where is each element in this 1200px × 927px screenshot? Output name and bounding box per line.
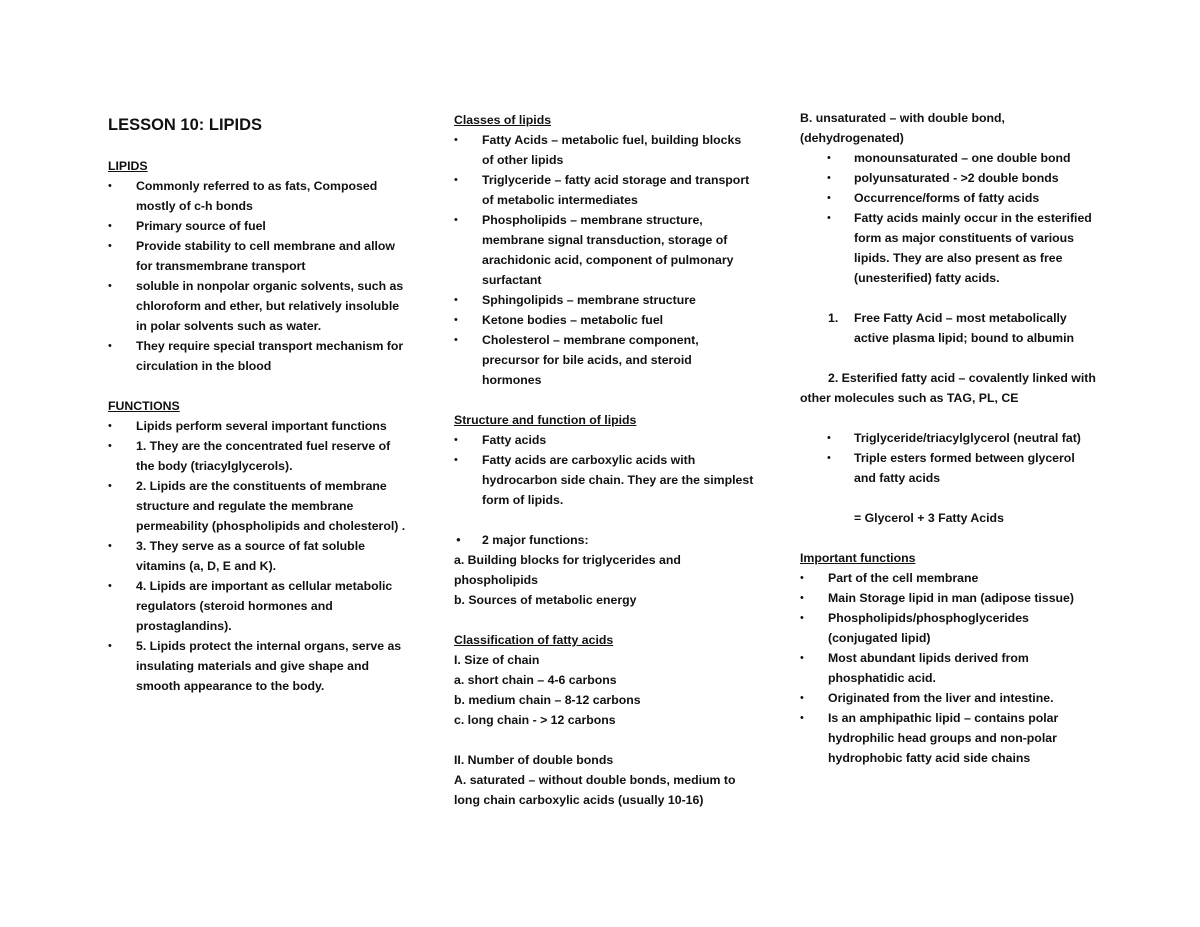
free-fatty-acid-text: Free Fatty Acid – most metabolically active plasma lipid; bound to albumin [854, 311, 1074, 345]
list-item: • Most abundant lipids derived from phosphatidic acid. [800, 648, 1100, 688]
size-heading: I. Size of chain [454, 653, 540, 667]
page-title: LESSON 10: LIPIDS [108, 116, 263, 134]
list-item: • Lipids perform several important functions [108, 416, 408, 436]
item-number: 1. [828, 311, 839, 325]
list-item: • Commonly referred to as fats, Composed mostly of c-h bonds [108, 176, 408, 216]
double-bonds-heading: II. Number of double bonds [454, 753, 614, 767]
list-item: • Fatty acids [454, 430, 754, 450]
list-item: • monounsaturated – one double bond [800, 148, 1100, 168]
list-item: • Fatty acids are carboxylic acids with hydrocarbon side chain. They are the simplest form of lipids. [454, 450, 754, 510]
list-item: • Triple esters formed between glycerol and fatty acids [800, 448, 1100, 488]
list-item: • Part of the cell membrane [800, 568, 1100, 588]
major-functions-list [454, 530, 754, 550]
esterified-text: 2. Esterified fatty acid – covalently linked with other molecules such as TAG, PL, CE [800, 371, 1096, 405]
list-item: • 4. Lipids are important as cellular metabolic regulators (steroid hormones and prostaglandins). [108, 576, 408, 636]
equation-text: = Glycerol + 3 Fatty Acids [854, 511, 1004, 525]
list-item: • soluble in nonpolar organic solvents, such as chloroform and ether, but relatively insoluble in polar solvents such as water. [108, 276, 408, 336]
list-item: ● 2 major functions: [454, 530, 754, 550]
column-1 [108, 112, 408, 696]
list-item: • They require special transport mechanism for circulation in the blood [108, 336, 408, 376]
classes-list [454, 130, 754, 390]
list-item: • Main Storage lipid in man (adipose tissue) [800, 588, 1100, 608]
free-fatty-acid-item [800, 308, 1100, 348]
list-item: • 1. They are the concentrated fuel reserve of the body (triacylglycerols). [108, 436, 408, 476]
size-a: a. short chain – 4-6 carbons [454, 673, 617, 687]
triglyceride-list [800, 428, 1100, 488]
list-item: • Originated from the liver and intestine. [800, 688, 1100, 708]
list-item: • Phospholipids – membrane structure, membrane signal transduction, storage of arachidonic acid, component of pulmonary surfactant [454, 210, 754, 290]
important-list [800, 568, 1100, 768]
structure-list [454, 430, 754, 510]
classification-heading: Classification of fatty acids [454, 633, 614, 647]
column-2 [454, 110, 754, 810]
lipids-heading: LIPIDS [108, 159, 148, 173]
list-item: • 3. They serve as a source of fat soluble vitamins (a, D, E and K). [108, 536, 408, 576]
unsaturated-list [800, 148, 1100, 288]
list-item: • Fatty Acids – metabolic fuel, building blocks of other lipids [454, 130, 754, 170]
list-item: • Occurrence/forms of fatty acids [800, 188, 1100, 208]
major-function-b: b. Sources of metabolic energy [454, 593, 637, 607]
list-item: • Primary source of fuel [108, 216, 408, 236]
size-b: b. medium chain – 8-12 carbons [454, 693, 641, 707]
list-item: • Sphingolipids – membrane structure [454, 290, 754, 310]
list-item: • Provide stability to cell membrane and allow for transmembrane transport [108, 236, 408, 276]
classes-heading: Classes of lipids [454, 113, 552, 127]
major-function-a: a. Building blocks for triglycerides and phospholipids [454, 553, 681, 587]
column-3 [800, 108, 1100, 768]
list-item: • polyunsaturated - >2 double bonds [800, 168, 1100, 188]
unsaturated-text: B. unsaturated – with double bond, (dehydrogenated) [800, 111, 1005, 145]
saturated-text: A. saturated – without double bonds, medium to long chain carboxylic acids (usually 10-16) [454, 773, 736, 807]
list-item: • Triglyceride – fatty acid storage and transport of metabolic intermediates [454, 170, 754, 210]
list-item: • Cholesterol – membrane component, precursor for bile acids, and steroid hormones [454, 330, 754, 390]
list-item: • Fatty acids mainly occur in the esterified form as major constituents of various lipids. They are also present as free (unesterified) fatty acids. [800, 208, 1100, 288]
list-item: • Triglyceride/triacylglycerol (neutral fat) [800, 428, 1100, 448]
functions-heading: FUNCTIONS [108, 399, 180, 413]
list-item: • 2. Lipids are the constituents of membrane structure and regulate the membrane permeability (phospholipids and cholesterol) . [108, 476, 408, 536]
list-item: • 5. Lipids protect the internal organs, serve as insulating materials and give shape and smooth appearance to the body. [108, 636, 408, 696]
functions-list [108, 416, 408, 696]
structure-heading: Structure and function of lipids [454, 413, 637, 427]
list-item: • Ketone bodies – metabolic fuel [454, 310, 754, 330]
size-c: c. long chain - > 12 carbons [454, 713, 616, 727]
list-item: • Phospholipids/phosphoglycerides (conjugated lipid) [800, 608, 1100, 648]
list-item: • Is an amphipathic lipid – contains polar hydrophilic head groups and non-polar hydrophobic fatty acid side chains [800, 708, 1100, 768]
lipids-list [108, 176, 408, 376]
important-heading: Important functions [800, 551, 916, 565]
